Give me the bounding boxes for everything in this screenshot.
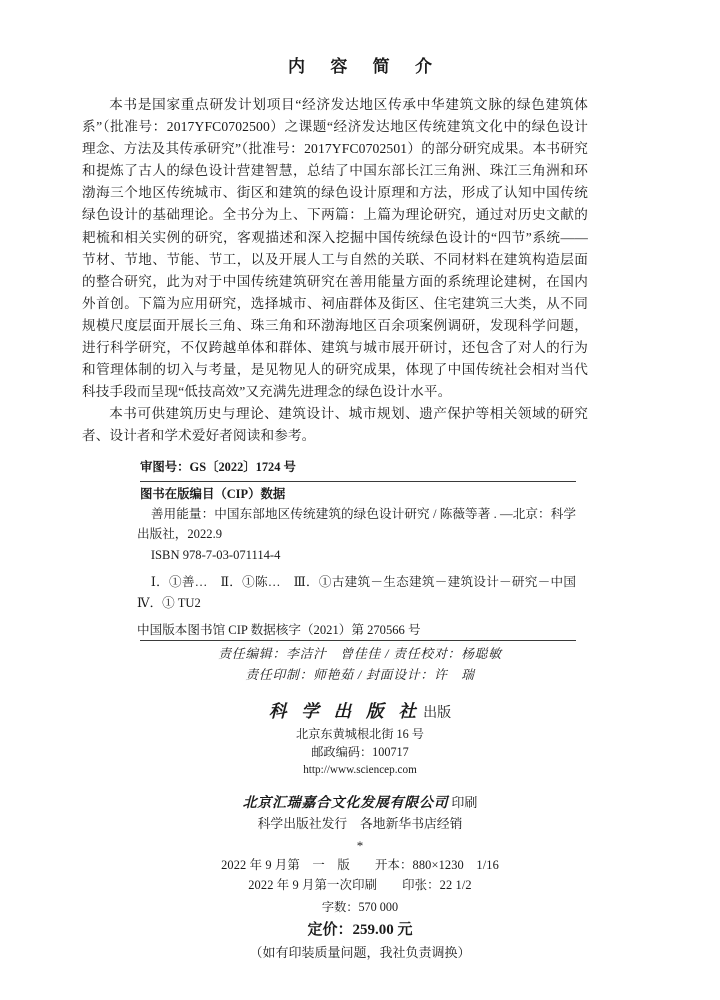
impression-line: 2022 年 9 月第一次印刷 印张：22 1/2 <box>248 877 472 892</box>
publisher-website: http://www.sciencep.com <box>303 764 417 776</box>
colophon-block <box>0 644 720 964</box>
cip-block <box>137 458 589 641</box>
separator-asterisk: * <box>356 838 364 853</box>
production-credit-line: 责任印制：师艳茹 / 封面设计：许 瑞 <box>245 668 475 682</box>
publisher-postcode: 邮政编码：100717 <box>311 745 409 759</box>
printer-row <box>0 792 720 814</box>
abstract-section <box>82 94 588 448</box>
price-line: 定价：259.00 元 <box>307 922 413 938</box>
publisher-suffix: 出版 <box>423 706 452 721</box>
editor-credit-line: 责任编辑：李洁汁 曾佳佳 / 责任校对：杨聪敏 <box>218 647 502 661</box>
distribution-line: 科学出版社发行 各地新华书店经销 <box>257 817 463 831</box>
cip-entry: 善用能量：中国东部地区传统建筑的绿色设计研究 / 陈薇等著 . —北京：科学出版社，2022.9 <box>137 507 576 542</box>
publisher-name: 科 学 出 版 社 <box>268 701 422 721</box>
cip-spacer-2 <box>140 613 576 620</box>
isbn-line: ISBN 978-7-03-071114-4 <box>150 547 281 562</box>
edition-line: 2022 年 9 月第 一 版 开本：880×1230 1/16 <box>221 858 499 872</box>
word-count-line: 字数：570 000 <box>321 900 399 914</box>
abstract-paragraph-2: 本书可供建筑历史与理论、建筑设计、城市规划、遗产保护等相关领域的研究者、设计者和学术爱好者阅读和参考。 <box>82 406 588 444</box>
publisher-address: 北京东黄城根北街 16 号 <box>296 727 424 741</box>
abstract-paragraph-1: 本书是国家重点研发计划项目“经济发达地区传承中华建筑文脉的绿色建筑体系”（批准号：2017YFC0702500）之课题“经济发达地区传统建筑文化中的绿色设计理念、方法及其传承研究”（批准号：2017YFC0702501）的部分研究成果。本书研究和提炼了古人的绿色设计营建智慧，总结了中国东部长江三角洲、珠江三角洲和环渤海三个地区传统城市、街区和建筑的绿色设计原理和方法，形成了认知中国传统绿色设计的基础理论。全书分为上、下两篇：上篇为理论研究，通过对历史文献的耙梳和相关实例的研究，客观描述和深入挖掘中国传统绿色设计的“四节”系统——节材、节地、节能、节工，以及开展人工与自然的关联、不同材料在建筑构造层面的整合研究，此为对于中国传统建筑研究在善用能量方面的系统理论建树，在国内外首创。下篇为应用研究，选择城市、祠庙群体及街区、住宅建筑三大类，从不同规模尺度层面开展长三角、珠三角和环渤海地区百余项案例调研，发现科学问题，进行科学研究，不仅跨越单体和群体、建筑与城市展开研讨，还包含了对人的行为和管理体制的切入与考量，是见物见人的研究成果，体现了中国传统社会相对当代科技手段而呈现“低技高效”又充满先进理念的绿色设计水平。 <box>82 97 588 400</box>
printer-name: 北京汇瑞嘉合文化发展有限公司 <box>242 796 449 811</box>
classification-line: Ⅰ．①善… Ⅱ．①陈… Ⅲ．①古建筑－生态建筑－建筑设计－研究－中国 Ⅳ．① TU2 <box>137 575 589 610</box>
cip-heading: 图书在版编目（CIP）数据 <box>140 486 286 501</box>
cip-verify-line: 中国版本图书馆 CIP 数据核字（2021）第 270566 号 <box>137 623 421 638</box>
printer-suffix: 印刷 <box>451 795 478 810</box>
quality-notice: （如有印装质量问题，我社负责调换） <box>249 945 471 960</box>
cip-bottom-rule <box>140 640 576 641</box>
cip-spacer <box>140 565 576 572</box>
page-title: 内 容 简 介 <box>288 57 443 76</box>
publisher-row <box>0 700 720 725</box>
approval-number-line: 审图号：GS〔2022〕1724 号 <box>140 460 296 474</box>
